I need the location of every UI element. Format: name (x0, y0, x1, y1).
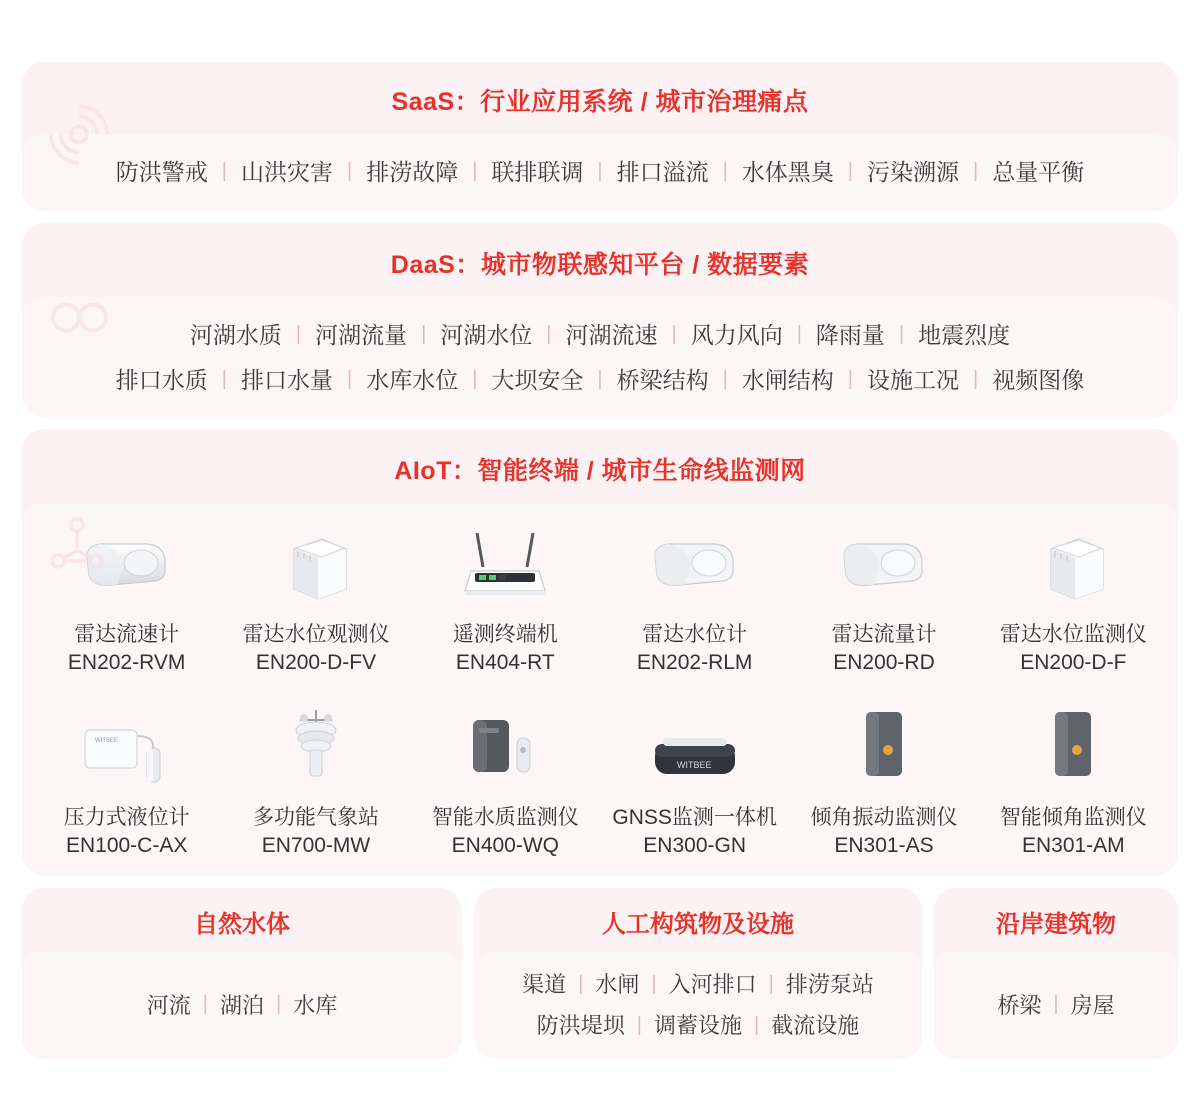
artificial-chip: 排涝泵站 (785, 972, 874, 998)
device-name: 倾角振动监测仪 (810, 805, 958, 829)
device-name: 雷达流量计 (831, 623, 937, 646)
device-item (789, 513, 978, 688)
device-item (32, 513, 221, 688)
separator: | (472, 367, 478, 390)
separator: | (847, 367, 853, 390)
svg-text:WITBEE: WITBEE (94, 737, 118, 744)
separator: | (276, 993, 282, 1016)
daas-chip: 河湖水位 (440, 322, 533, 348)
artificial-chip: 截流设施 (771, 1013, 860, 1039)
artificial-chip: 渠道 (522, 972, 567, 998)
device-model: EN301-AS (834, 834, 934, 858)
daas-chip: 水闸结构 (741, 367, 834, 393)
device-model: EN202-RLM (636, 651, 753, 675)
device-name: 智能水质监测仪 (431, 805, 579, 829)
separator: | (722, 367, 728, 390)
saas-chip: 排涝故障 (366, 159, 459, 185)
daas-chip: 桥梁结构 (616, 367, 709, 393)
device-name: 雷达水位观测仪 (242, 623, 390, 646)
saas-chip: 排口溢流 (616, 159, 709, 185)
separator: | (754, 1013, 760, 1036)
water-quality-monitor-icon (445, 704, 565, 790)
separator: | (578, 972, 584, 995)
daas-chip: 河湖水质 (189, 322, 282, 348)
device-item (221, 513, 410, 688)
device-item (979, 513, 1168, 688)
device-model: EN300-GN (643, 834, 746, 858)
artificial-chip: 入河排口 (668, 972, 757, 998)
artificial-structures-body (474, 951, 922, 1059)
separator: | (898, 322, 905, 345)
saas-card (22, 62, 1178, 211)
gnss-monitor-icon (631, 704, 759, 790)
device-name: 遥测终端机 (452, 623, 558, 646)
separator: | (221, 367, 227, 390)
separator: | (671, 322, 677, 345)
separator: | (651, 972, 657, 995)
saas-chip: 水体黑臭 (741, 159, 834, 185)
device-grid (32, 513, 1168, 870)
daas-title: DaaS：城市物联感知平台 / 数据要素 (390, 251, 810, 279)
device-model: EN404-RT (455, 651, 555, 675)
radar-level-observer-icon (260, 521, 372, 607)
natural-water-body (22, 951, 462, 1059)
daas-chip: 排口水量 (240, 367, 333, 393)
aiot-card (22, 429, 1178, 876)
separator: | (346, 367, 353, 390)
artificial-structures-title: 人工构筑物及设施 (602, 911, 794, 939)
device-name: 雷达水位计 (642, 623, 748, 646)
separator: | (546, 322, 552, 345)
saas-chip: 联排联调 (491, 159, 584, 185)
device-item (600, 696, 789, 871)
daas-chip: 地震烈度 (918, 322, 1011, 348)
smart-tilt-monitor-icon (1017, 704, 1129, 790)
coastal-row (944, 984, 1168, 1025)
artificial-chip: 调蓄设施 (653, 1013, 742, 1039)
separator: | (768, 972, 774, 995)
separator: | (1053, 993, 1059, 1016)
daas-body (22, 297, 1178, 417)
device-model: EN200-D-FV (255, 651, 377, 675)
device-model: EN200-D-F (1020, 651, 1127, 675)
separator: | (973, 367, 979, 390)
separator: | (796, 322, 802, 345)
separator: | (295, 322, 302, 345)
saas-chip: 总量平衡 (992, 159, 1085, 185)
artificial-row-2 (484, 1004, 912, 1045)
daas-chip: 降雨量 (815, 322, 885, 348)
device-item (411, 696, 600, 871)
coastal-buildings-title: 沿岸建筑物 (996, 911, 1116, 939)
daas-chip: 河湖流速 (565, 322, 658, 348)
saas-body (22, 134, 1178, 211)
daas-chip-row-1 (42, 311, 1158, 356)
aiot-body (22, 503, 1178, 876)
daas-chip: 河湖流量 (315, 322, 408, 348)
device-item (32, 696, 221, 871)
daas-chip: 视频图像 (992, 367, 1085, 393)
device-name: 多功能气象站 (252, 805, 379, 829)
coastal-buildings-card (934, 888, 1178, 1059)
separator: | (847, 159, 853, 182)
daas-card (22, 223, 1178, 417)
separator: | (221, 159, 227, 182)
device-name: GNSS监测一体机 (612, 805, 777, 829)
saas-chip: 污染溯源 (867, 159, 959, 185)
saas-chip: 防洪警戒 (115, 159, 208, 185)
device-item (789, 696, 978, 871)
natural-water-title: 自然水体 (194, 911, 290, 939)
natural-chip: 河流 (146, 992, 191, 1018)
daas-chip: 排口水质 (115, 367, 208, 393)
svg-text:WITBEE: WITBEE (676, 759, 712, 770)
radar-flow-meter-icon (828, 521, 940, 607)
coastal-chip: 桥梁 (997, 992, 1042, 1018)
separator: | (472, 159, 478, 182)
device-model: EN700-MW (261, 834, 371, 858)
radar-level-monitor-icon (1017, 521, 1129, 607)
daas-chip-row-2 (42, 356, 1158, 401)
daas-chip: 水库水位 (366, 367, 459, 393)
separator: | (421, 322, 427, 345)
device-name: 雷达流速计 (74, 623, 180, 646)
tilt-vibration-monitor-icon (828, 704, 940, 790)
radar-level-meter-icon (639, 521, 751, 607)
separator: | (597, 367, 603, 390)
device-item (979, 696, 1168, 871)
natural-water-row (32, 984, 452, 1025)
coastal-chip: 房屋 (1070, 992, 1115, 1018)
device-item (221, 696, 410, 871)
separator: | (722, 159, 728, 182)
daas-chip: 风力风向 (690, 322, 783, 348)
device-model: EN400-WQ (451, 834, 559, 858)
device-name: 雷达水位监测仪 (999, 623, 1147, 646)
device-model: EN202-RVM (67, 651, 186, 675)
natural-chip: 湖泊 (219, 992, 264, 1018)
device-model: EN301-AM (1021, 834, 1125, 858)
pressure-level-gauge-icon (67, 704, 187, 790)
device-item (600, 513, 789, 688)
weather-station-icon (260, 704, 372, 790)
device-name: 智能倾角监测仪 (999, 805, 1147, 829)
artificial-structures-card (474, 888, 922, 1059)
artificial-chip: 水闸 (595, 972, 640, 998)
separator: | (597, 159, 603, 182)
natural-water-card (22, 888, 462, 1059)
saas-chip-row (42, 148, 1158, 193)
separator: | (346, 159, 353, 182)
separator: | (973, 159, 979, 182)
aiot-title: AIoT：智能终端 / 城市生命线监测网 (394, 457, 806, 485)
daas-chip: 设施工况 (867, 367, 959, 393)
coastal-buildings-body (934, 951, 1178, 1059)
device-model: EN200-RD (833, 651, 935, 675)
separator: | (636, 1013, 642, 1036)
saas-title: SaaS：行业应用系统 / 城市治理痛点 (391, 88, 809, 116)
daas-chip: 大坝安全 (491, 367, 584, 393)
separator: | (202, 993, 208, 1016)
artificial-row-1 (484, 963, 912, 1004)
device-model: EN100-C-AX (65, 834, 188, 858)
device-name: 压力式液位计 (63, 805, 190, 829)
saas-chip: 山洪灾害 (240, 159, 333, 185)
device-item (411, 513, 600, 688)
artificial-chip: 防洪堤坝 (536, 1013, 625, 1039)
rtu-router-icon (445, 521, 565, 607)
natural-chip: 水库 (293, 992, 338, 1018)
bottom-row (22, 888, 1178, 1059)
radar-velocity-sensor-icon (71, 521, 183, 607)
